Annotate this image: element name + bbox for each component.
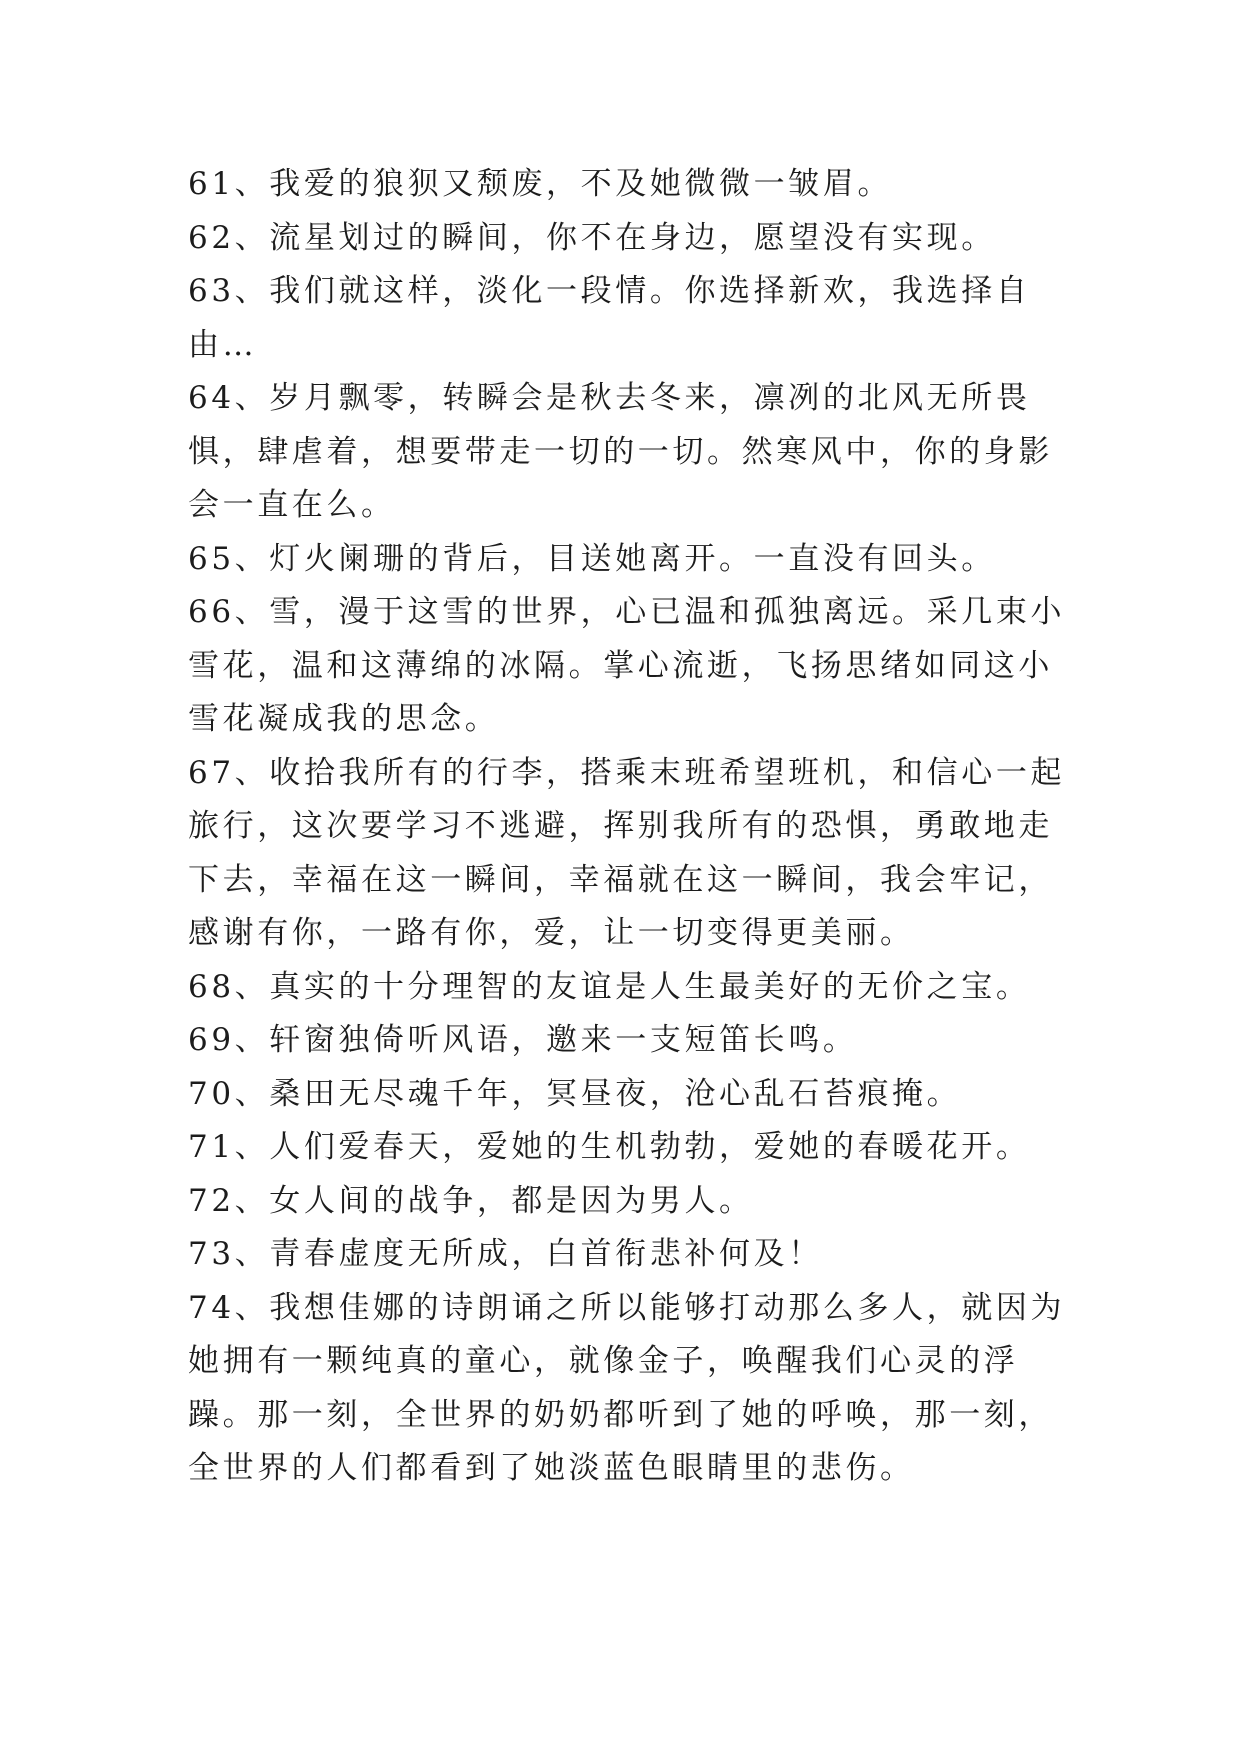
entry-61: 61、我爱的狼狈又颓废，不及她微微一皱眉。: [188, 166, 893, 202]
entry-74: 74、我想佳娜的诗朗诵之所以能够打动那么多人，就因为她拥有一颗纯真的童心，就像金子，唤醒我们心灵的浮躁。那一刻，全世界的奶奶都听到了她的呼唤，那一刻，全世界的人们都看到了她淡蓝色眼睛里的悲伤。: [188, 1289, 1066, 1486]
entry-64: 64、岁月飘零，转瞬会是秋去冬来，凛冽的北风无所畏惧，肆虐着，想要带走一切的一切。然寒风中，你的身影会一直在么。: [188, 380, 1053, 523]
entry-68: 68、真实的十分理智的友谊是人生最美好的无价之宝。: [188, 968, 1031, 1005]
entry-70: 70、桑田无尽魂千年，冥昼夜，沧心乱石苔痕掩。: [188, 1075, 962, 1112]
entry-66: 66、雪，漫于这雪的世界，心已温和孤独离远。采几束小雪花，温和这薄绵的冰隔。掌心流逝，飞扬思绪如同这小雪花凝成我的思念。: [188, 594, 1066, 737]
document-body: [188, 158, 1070, 1496]
entry-63: 63、我们就这样，淡化一段情。你选择新欢，我选择自由…: [188, 273, 1031, 363]
entry-62: 62、流星划过的瞬间，你不在身边，愿望没有实现。: [188, 219, 996, 256]
entry-73: 73、青春虚度无所成，白首衔悲补何及！: [188, 1236, 823, 1272]
entry-67: 67、收拾我所有的行李，搭乘末班希望班机，和信心一起旅行，这次要学习不逃避，挥别我所有的恐惧，勇敢地走下去，幸福在这一瞬间，幸福就在这一瞬间，我会牢记，感谢有你，一路有你，爱，让一切变得更美丽。: [188, 754, 1066, 951]
entry-69: 69、轩窗独倚听风语，邀来一支短笛长鸣。: [188, 1022, 858, 1058]
entry-65: 65、灯火阑珊的背后，目送她离开。一直没有回头。: [188, 540, 996, 577]
entry-71: 71、人们爱春天，爱她的生机勃勃，爱她的春暖花开。: [188, 1129, 1031, 1165]
entry-72: 72、女人间的战争，都是因为男人。: [188, 1182, 754, 1219]
